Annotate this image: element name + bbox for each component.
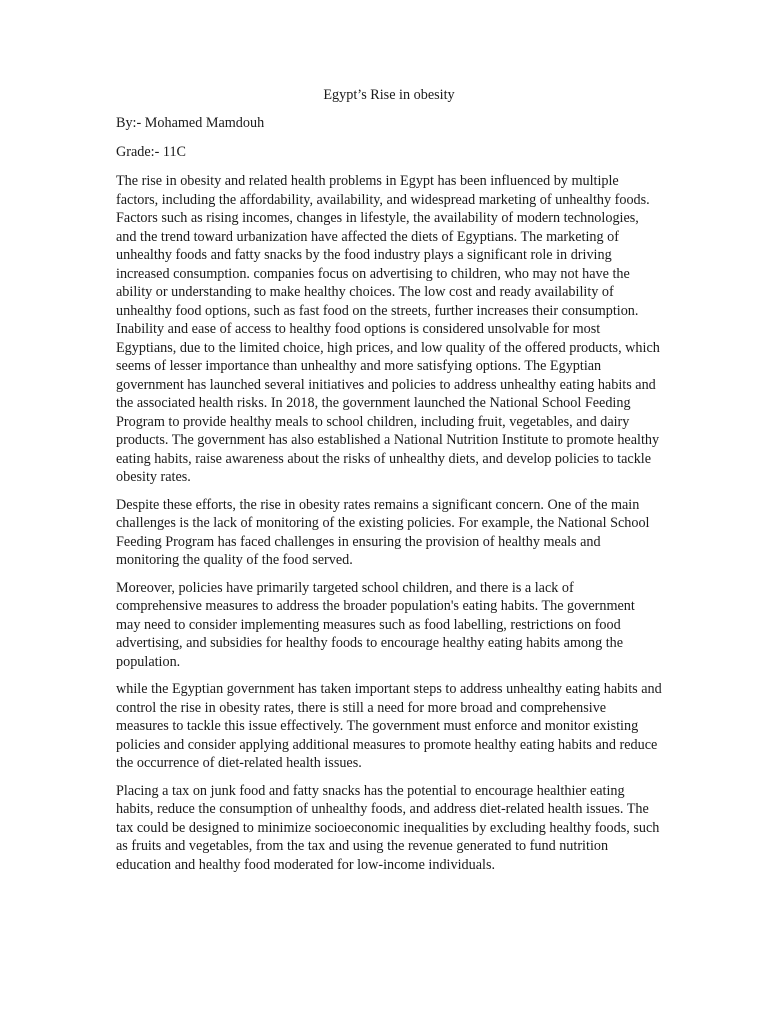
- document-page: [116, 86, 662, 883]
- document-title: Egypt’s Rise in obesity: [323, 87, 455, 103]
- paragraph-5: Placing a tax on junk food and fatty snacks has the potential to encourage healthier eating habits, reduce the consumption of unhealthy foods, and address diet-related health issues. The tax could be designed to minimize socioeconomic inequalities by excluding healthy foods, such as fruits and vegetables, from the tax and using the revenue generated to fund nutrition education and healthy food moderated for low-income individuals.: [116, 782, 660, 873]
- author-line: By:- Mohamed Mamdouh: [116, 115, 265, 131]
- paragraph-2: Despite these efforts, the rise in obesity rates remains a significant concern. One of the main challenges is the lack of monitoring of the existing policies. For example, the National School Feeding Program has faced challenges in ensuring the provision of healthy meals and monitoring the quality of the food served.: [116, 496, 650, 568]
- paragraph-4: while the Egyptian government has taken important steps to address unhealthy eating habits and control the rise in obesity rates, there is still a need for more broad and comprehensive measures to tackle this issue effectively. The government must enforce and monitor existing policies and consider applying additional measures to promote healthy eating habits and reduce the occurrence of diet-related health issues.: [116, 681, 662, 771]
- grade-line: Grade:- 11C: [116, 144, 186, 160]
- paragraph-1: The rise in obesity and related health problems in Egypt has been influenced by multiple factors, including the affordability, availability, and widespread marketing of unhealthy foods. Factors such as rising incomes, changes in lifestyle, the availability of modern technologies, and the trend toward urbanization have affected the diets of Egyptians. The marketing of unhealthy foods and fatty snacks by the food industry plays a significant role in driving increased consumption. companies focus on advertising to children, who may not have the ability or understanding to make healthy choices. The low cost and ready availability of unhealthy food options, such as fast food on the streets, further increases their consumption. Inability and ease of access to healthy food options is considered unsolvable for most Egyptians, due to the limited choice, high prices, and low quality of the offered products, which seems of lesser importance than unhealthy and more satisfying options. The Egyptian government has launched several initiatives and policies to address unhealthy eating habits and the associated health risks. In 2018, the government launched the National School Feeding Program to provide healthy meals to school children, including fruit, vegetables, and dairy products. The government has also established a National Nutrition Institute to promote healthy eating habits, raise awareness about the risks of unhealthy diets, and develop policies to tackle obesity rates.: [116, 173, 660, 485]
- paragraph-3: Moreover, policies have primarily targeted school children, and there is a lack of comprehensive measures to address the broader population's eating habits. The government may need to consider implementing measures such as food labelling, restrictions on food advertising, and subsidies for healthy foods to encourage healthy eating habits among the population.: [116, 579, 635, 670]
